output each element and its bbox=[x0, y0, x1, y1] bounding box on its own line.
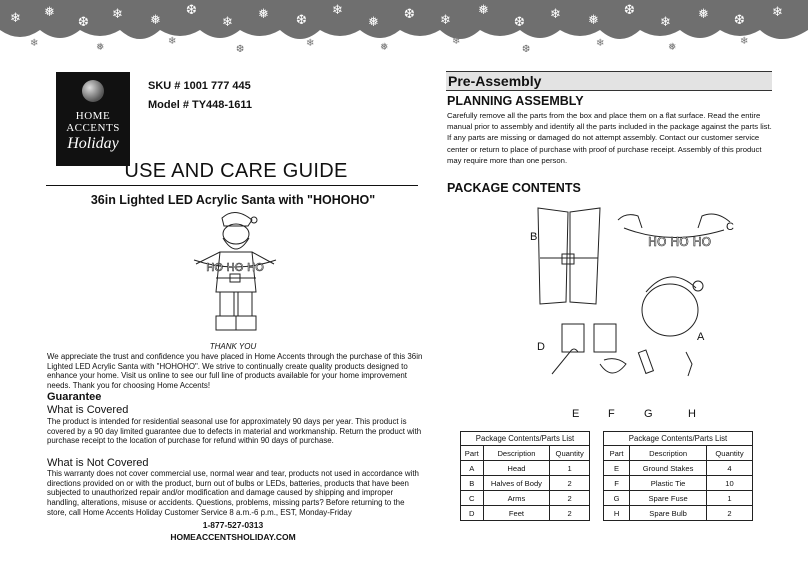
svg-text:❅: ❅ bbox=[588, 13, 599, 28]
customer-service-phone: 1-877-527-0313 bbox=[202, 520, 264, 530]
guide-title: USE AND CARE GUIDE bbox=[124, 160, 348, 182]
svg-text:❄: ❄ bbox=[440, 13, 451, 28]
table-cell: D bbox=[461, 506, 484, 521]
thank-you-heading: THANK YOU bbox=[209, 342, 257, 351]
table-cell: 1 bbox=[550, 461, 590, 476]
table-row bbox=[604, 476, 753, 491]
table-cell: Plastic Tie bbox=[630, 476, 707, 491]
part-label-f: F bbox=[608, 408, 615, 420]
part-e-stake bbox=[552, 349, 578, 374]
planning-assembly-heading: PLANNING ASSEMBLY bbox=[447, 94, 584, 108]
svg-text:❅: ❅ bbox=[478, 3, 489, 18]
svg-text:❆: ❆ bbox=[236, 44, 245, 55]
table-row bbox=[461, 491, 590, 506]
guarantee-heading: Guarantee bbox=[47, 391, 102, 403]
part-h-bulb bbox=[686, 352, 692, 376]
parts-list-table-left bbox=[460, 431, 590, 521]
table-cell: Halves of Body bbox=[483, 476, 550, 491]
part-a-head bbox=[642, 284, 698, 336]
home-accents-holiday-logo bbox=[56, 72, 130, 166]
table-cell: 2 bbox=[550, 476, 590, 491]
snowflake-garland-banner bbox=[0, 0, 808, 58]
svg-text:❄: ❄ bbox=[168, 36, 177, 47]
sku-number: SKU # 1001 777 445 bbox=[148, 80, 251, 92]
svg-text:❄: ❄ bbox=[660, 15, 671, 30]
table-cell: 2 bbox=[550, 491, 590, 506]
ornament-icon bbox=[82, 80, 104, 102]
svg-text:❅: ❅ bbox=[380, 42, 389, 53]
table-header-row bbox=[604, 446, 753, 461]
part-d-foot-left bbox=[562, 324, 584, 352]
model-number: Model # TY448-1611 bbox=[148, 99, 252, 111]
svg-text:❅: ❅ bbox=[96, 42, 105, 53]
svg-text:❄: ❄ bbox=[222, 15, 233, 30]
part-g-fuse bbox=[638, 350, 653, 373]
table-cell: C bbox=[461, 491, 484, 506]
svg-text:❄: ❄ bbox=[550, 7, 561, 22]
package-contents-illustration bbox=[520, 200, 750, 378]
part-d-foot-right bbox=[594, 324, 616, 352]
part-f-tie bbox=[600, 359, 626, 373]
svg-text:❄: ❄ bbox=[332, 3, 343, 18]
thank-you-text: We appreciate the trust and confidence you have placed in Home Accents through the purchase of this 36in Lighted LED Acrylic Santa with "HOHOHO". We strive to continually create quality products designed to enhance your home. Visit us online to see our full line of products available for your home improvement needs. Thank you for choosing Home Accents! bbox=[47, 352, 423, 391]
svg-text:❅: ❅ bbox=[698, 7, 709, 22]
table-row bbox=[461, 506, 590, 521]
svg-text:❄: ❄ bbox=[30, 38, 39, 49]
table-cell: B bbox=[461, 476, 484, 491]
pre-assembly-heading: Pre-Assembly bbox=[448, 73, 542, 89]
covered-text: The product is intended for residential seasonal use for approximately 90 days per year. This product is covered by a 90 day limited guarantee due to defects in material and workmanship. Return the product with purchase receipt to the location of purchase for refund within 90 days of purchase. bbox=[47, 417, 422, 446]
table-header-cell: Quantity bbox=[550, 446, 590, 461]
table-cell: Ground Stakes bbox=[630, 461, 707, 476]
svg-text:❆: ❆ bbox=[522, 44, 531, 55]
table-row bbox=[604, 506, 753, 521]
svg-text:❄: ❄ bbox=[10, 11, 21, 26]
package-contents-heading: PACKAGE CONTENTS bbox=[447, 181, 581, 195]
table-header-cell: Description bbox=[630, 446, 707, 461]
not-covered-text: This warranty does not cover commercial use, normal wear and tear, products not used in accordance with directions provided on or with the product, burn out of bulbs or LEDs, batteries, products that have been subjected to unauthorized repair and/or modification and damage caused by shipping and improper handling, alterations, misuse or accidents. Questions, problems, missing parts? Before returning to the store, call Home Accents Holiday Customer Service 8 a.m.-6 p.m., EST, Monday-Friday bbox=[47, 469, 419, 517]
table-cell: G bbox=[604, 491, 630, 506]
table-header-cell: Description bbox=[483, 446, 550, 461]
pre-assembly-section-bar bbox=[446, 71, 772, 91]
part-label-e: E bbox=[572, 408, 580, 420]
website-link[interactable]: HOMEACCENTSHOLIDAY.COM bbox=[170, 532, 296, 542]
santa-illustration bbox=[190, 208, 280, 336]
svg-text:❄: ❄ bbox=[740, 36, 749, 47]
svg-text:❆: ❆ bbox=[186, 3, 197, 18]
table-row bbox=[604, 491, 753, 506]
logo-line-3: Holiday bbox=[67, 135, 119, 152]
logo-line-2: ACCENTS bbox=[66, 122, 120, 134]
table-header-cell: Quantity bbox=[707, 446, 753, 461]
table-cell: 4 bbox=[707, 461, 753, 476]
svg-text:❄: ❄ bbox=[772, 5, 783, 20]
table-cell: Head bbox=[483, 461, 550, 476]
svg-text:❅: ❅ bbox=[44, 5, 55, 20]
svg-text:❄: ❄ bbox=[596, 38, 605, 49]
svg-text:❄: ❄ bbox=[112, 7, 123, 22]
svg-text:❅: ❅ bbox=[368, 15, 379, 30]
logo-line-1: HOME bbox=[75, 110, 111, 122]
part-label-b: B bbox=[530, 231, 538, 243]
svg-text:❅: ❅ bbox=[258, 7, 269, 22]
svg-text:❄: ❄ bbox=[452, 36, 461, 47]
table-header-cell: Part bbox=[604, 446, 630, 461]
part-label-a: A bbox=[697, 331, 705, 343]
part-b-body-left bbox=[538, 208, 568, 304]
product-title: 36in Lighted LED Acrylic Santa with "HOHOHO" bbox=[90, 193, 376, 207]
parts-list-caption-left: Package Contents/Parts List bbox=[460, 431, 590, 445]
table-row bbox=[604, 461, 753, 476]
table-header-cell: Part bbox=[461, 446, 484, 461]
table-cell: 2 bbox=[707, 506, 753, 521]
table-cell: H bbox=[604, 506, 630, 521]
svg-text:❄: ❄ bbox=[306, 38, 315, 49]
svg-text:❆: ❆ bbox=[404, 7, 415, 22]
table-cell: F bbox=[604, 476, 630, 491]
table-row bbox=[461, 461, 590, 476]
table-cell: Feet bbox=[483, 506, 550, 521]
table-cell: Spare Fuse bbox=[630, 491, 707, 506]
parts-list-table-right bbox=[603, 431, 753, 521]
svg-text:❆: ❆ bbox=[624, 3, 635, 18]
title-rule bbox=[46, 185, 418, 186]
svg-text:❆: ❆ bbox=[78, 15, 89, 30]
table-row bbox=[461, 476, 590, 491]
part-label-c: C bbox=[726, 221, 734, 233]
svg-text:❅: ❅ bbox=[150, 13, 161, 28]
part-label-g: G bbox=[644, 408, 653, 420]
svg-text:❅: ❅ bbox=[668, 42, 677, 53]
parts-list-caption-right: Package Contents/Parts List bbox=[603, 431, 753, 445]
table-cell: Spare Bulb bbox=[630, 506, 707, 521]
santa-sign-text: HO HO HO bbox=[206, 261, 264, 274]
svg-text:❆: ❆ bbox=[514, 15, 525, 30]
planning-assembly-text: Carefully remove all the parts from the box and place them on a flat surface. Read the entire manual prior to assembly and identify all the parts included in the package against the parts list. If any parts are missing or damaged do not attempt assembly. Contact our customer service center or return to place of purchase with proof of purchase receipt. Assembly of this product may require more than one person. bbox=[447, 111, 772, 165]
table-cell: E bbox=[604, 461, 630, 476]
table-cell: 10 bbox=[707, 476, 753, 491]
table-cell: Arms bbox=[483, 491, 550, 506]
svg-text:❆: ❆ bbox=[734, 13, 745, 28]
part-c-arm-left bbox=[618, 215, 642, 228]
part-label-d: D bbox=[537, 341, 545, 353]
part-label-h: H bbox=[688, 408, 696, 420]
table-cell: 1 bbox=[707, 491, 753, 506]
not-covered-heading: What is Not Covered bbox=[47, 457, 149, 469]
table-cell: A bbox=[461, 461, 484, 476]
covered-heading: What is Covered bbox=[47, 404, 129, 416]
table-cell: 2 bbox=[550, 506, 590, 521]
svg-text:HO HO HO: HO HO HO bbox=[648, 235, 712, 249]
svg-text:❆: ❆ bbox=[296, 13, 307, 28]
table-header-row bbox=[461, 446, 590, 461]
